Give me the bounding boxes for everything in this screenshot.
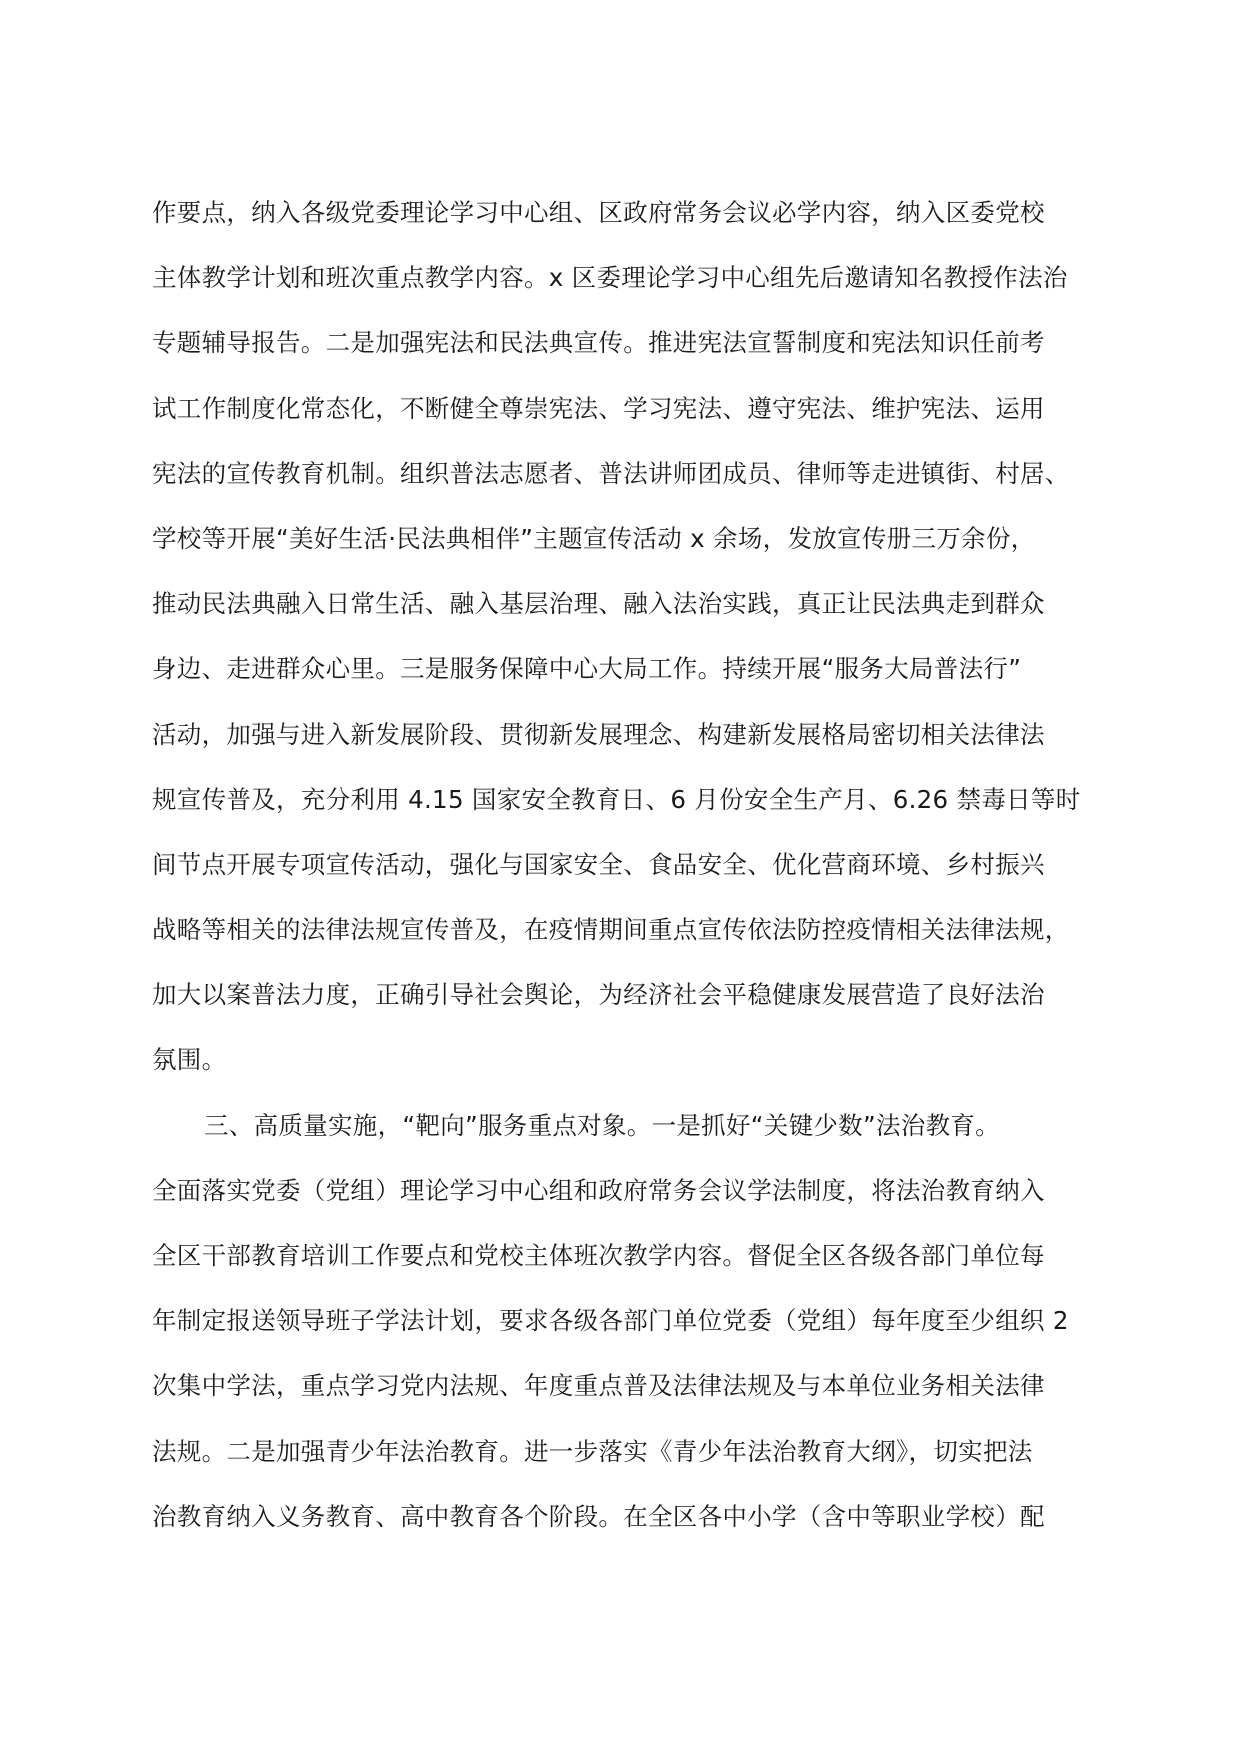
text-line: 身边、走进群众心里。三是服务保障中心大局工作。持续开展“服务大局普法行” (152, 654, 1022, 684)
text-line: 全面落实党委（党组）理论学习中心组和政府常务会议学法制度，将法治教育纳入 (152, 1175, 1045, 1205)
text-line: 规宣传普及，充分利用 4.15 国家安全教育日、6 月份安全生产月、6.26 禁毒日等时 (152, 784, 1081, 814)
text-line: 全区干部教育培训工作要点和党校主体班次教学内容。督促全区各级各部门单位每 (152, 1241, 1045, 1270)
text-line: 间节点开展专项宣传活动，强化与国家安全、食品安全、优化营商环境、乡村振兴 (152, 849, 1045, 879)
text-line: 年制定报送领导班子学法计划，要求各级各部门单位党委（党组）每年度至少组织 2 (152, 1306, 1069, 1336)
text-line: 加大以案普法力度，正确引导社会舆论，为经济社会平稳健康发展营造了良好法治 (152, 980, 1045, 1010)
text-line: 主体教学计划和班次重点教学内容。x 区委理论学习中心组先后邀请知名教授作法治 (152, 263, 1068, 293)
text-line: 宪法的宣传教育机制。组织普法志愿者、普法讲师团成员、律师等走进镇街、村居、 (152, 458, 1070, 488)
text-line: 治教育纳入义务教育、高中教育各个阶段。在全区各中小学（含中等职业学校）配 (152, 1501, 1045, 1531)
body-text (152, 188, 1092, 1557)
text-line: 专题辅导报告。二是加强宪法和民法典宣传。推进宪法宣誓制度和宪法知识任前考 (152, 328, 1045, 358)
text-line: 法规。二是加强青少年法治教育。进一步落实《青少年法治教育大纲》，切实把法 (152, 1436, 1033, 1466)
text-line: 次集中学法，重点学习党内法规、年度重点普及法律法规及与本单位业务相关法律 (152, 1371, 1045, 1401)
text-line: 活动，加强与进入新发展阶段、贯彻新发展理念、构建新发展格局密切相关法律法 (152, 719, 1045, 749)
text-line: 战略等相关的法律法规宣传普及，在疫情期间重点宣传依法防控疫情相关法律法规， (152, 915, 1070, 945)
text-line: 氛围。 (152, 1045, 227, 1075)
text-line: 推动民法典融入日常生活、融入基层治理、融入法治实践，真正让民法典走到群众 (152, 589, 1045, 619)
text-line: 学校等开展“美好生活·民法典相伴”主题宣传活动 x 余场，发放宣传册三万余份， (152, 523, 1036, 553)
section-heading-line: 三、高质量实施，“靶向”服务重点对象。一是抓好“关键少数”法治教育。 (204, 1110, 1000, 1140)
text-line: 作要点，纳入各级党委理论学习中心组、区政府常务会议必学内容，纳入区委党校 (152, 198, 1045, 227)
text-line: 试工作制度化常态化，不断健全尊崇宪法、学习宪法、遵守宪法、维护宪法、运用 (152, 393, 1045, 423)
